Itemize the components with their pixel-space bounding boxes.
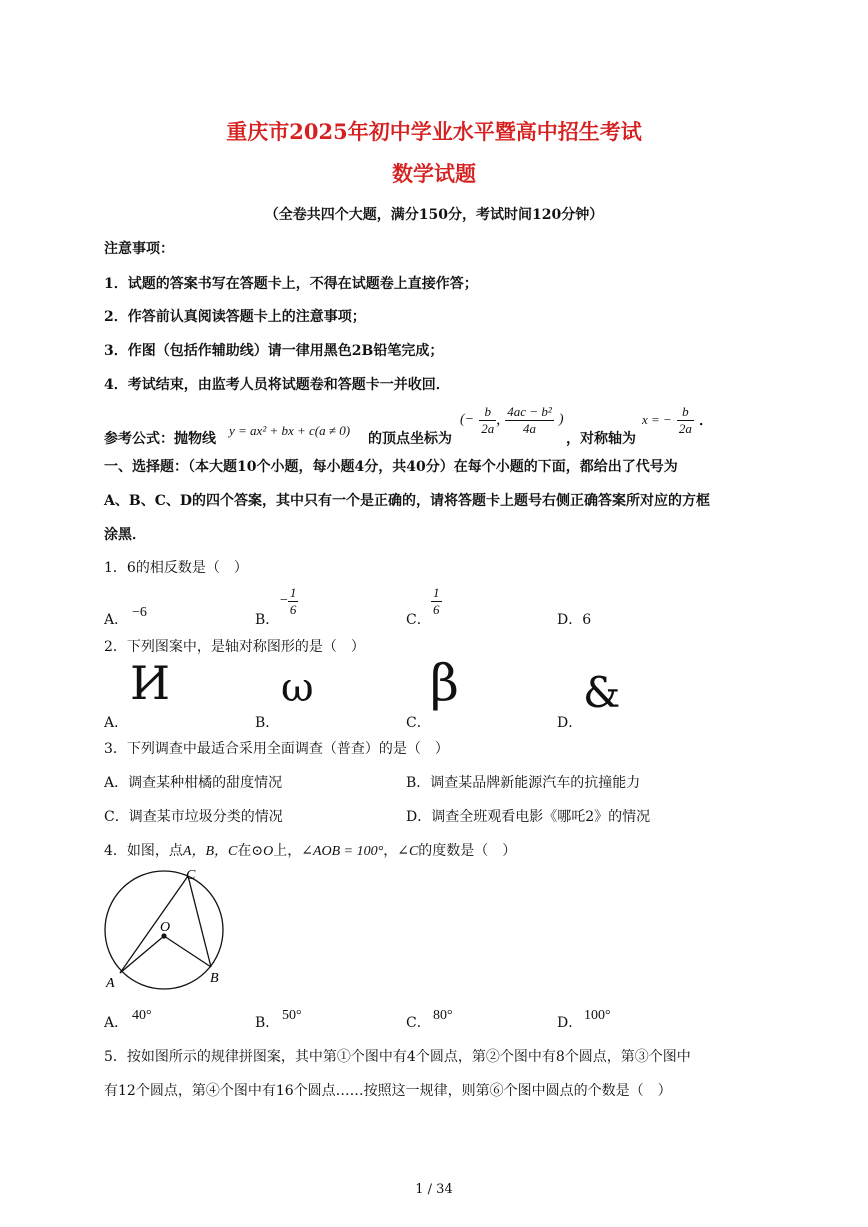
note-item: 1．试题的答案书写在答题卡上，不得在试题卷上直接作答； bbox=[104, 276, 478, 292]
beta-glyph: β bbox=[430, 654, 459, 712]
option-b-value: 50° bbox=[282, 1008, 302, 1023]
label-a: A bbox=[106, 976, 115, 991]
section-heading: 一、选择题：（本大题10个小题，每小题4分，共40分）在每个小题的下面，都给出了代号为 bbox=[104, 459, 678, 475]
section-text: 涂黑． bbox=[104, 527, 146, 543]
option-d: D．调查全班观看电影《哪吒2》的情况 bbox=[406, 809, 651, 825]
exam-title: 重庆市2025年初中学业水平暨高中招生考试 bbox=[226, 119, 642, 144]
parabola-equation: y = ax² + bx + c(a ≠ 0) bbox=[229, 423, 351, 438]
question-1-stem: 1．6的相反数是（ ） bbox=[104, 560, 248, 576]
option-a-label: A． bbox=[104, 612, 129, 628]
fraction: $\frac{b}{2a}$ bbox=[481, 404, 495, 436]
notes-heading: 注意事项： bbox=[104, 241, 174, 257]
option-d-label: D． bbox=[557, 715, 583, 731]
option-b-label: B． bbox=[255, 612, 280, 628]
question-5-line2: 有12个圆点，第④个图中有16个圆点……按照这一规律，则第⑥个图中圆点的个数是（ ） bbox=[104, 1083, 672, 1099]
vertex-formula: (− $\frac{b}{2a}$ , $\frac{\text{4ac − b²}}{4a}$ ) bbox=[460, 404, 564, 436]
exam-info: （全卷共四个大题，满分150分，考试时间120分钟） bbox=[264, 207, 604, 223]
note-item: 2．作答前认真阅读答题卡上的注意事项； bbox=[104, 309, 366, 325]
section-text: A、B、C、D的四个答案，其中只有一个是正确的，请将答题卡上题号右侧正确答案所对应的方框 bbox=[104, 493, 710, 509]
option-d: D．6 bbox=[557, 612, 592, 628]
question-2-stem: 2．下列图案中，是轴对称图形的是（ ） bbox=[104, 639, 365, 655]
vertex-label: 的顶点坐标为 bbox=[368, 431, 452, 447]
option-c-label: C． bbox=[406, 612, 431, 628]
label-o: O bbox=[160, 920, 171, 935]
question-5-line1: 5．按如图所示的规律拼图案，其中第①个图中有4个圆点，第②个图中有8个圆点，第③个图中 bbox=[104, 1049, 691, 1065]
axis-formula: x = − $\frac{b}{2a}$ ． bbox=[642, 404, 714, 436]
note-item: 3．作图（包括作辅助线）请一律用黑色2B铅笔完成； bbox=[104, 343, 444, 359]
option-a-value: −6 bbox=[132, 605, 147, 620]
option-c-value: $\frac{1}{6}$ bbox=[433, 585, 440, 617]
axis-label: ，对称轴为 bbox=[566, 431, 636, 447]
chord-ca bbox=[120, 876, 188, 973]
question-3-stem: 3．下列调查中最适合采用全面调查（普查）的是（ ） bbox=[104, 741, 449, 757]
option-c-value: 80° bbox=[433, 1008, 453, 1023]
question-4-stem: 4．如图，点A，B，C在⊙O上，∠AOB = 100°，∠C的度数是（ ） bbox=[104, 843, 517, 859]
option-a: A．调查某种柑橘的甜度情况 bbox=[104, 775, 283, 791]
label-b: B bbox=[210, 971, 219, 986]
ampersand-glyph: & bbox=[583, 668, 621, 717]
exam-subtitle: 数学试题 bbox=[392, 161, 476, 186]
option-b: B．调查某品牌新能源汽车的抗撞能力 bbox=[406, 775, 641, 791]
option-c-label: C． bbox=[406, 715, 431, 731]
fraction: $\frac{b}{2a}$ bbox=[678, 404, 692, 436]
option-a-label: A． bbox=[104, 715, 129, 731]
option-d-value: 100° bbox=[584, 1008, 611, 1023]
option-a-label: A． bbox=[104, 1015, 129, 1031]
label-c: C bbox=[186, 868, 196, 883]
option-c-label: C． bbox=[406, 1015, 431, 1031]
cyrillic-i-glyph: И bbox=[130, 656, 171, 710]
option-b-label: B． bbox=[255, 1015, 280, 1031]
formula-label: 参考公式：抛物线 bbox=[104, 431, 216, 447]
option-c: C．调查某市垃圾分类的情况 bbox=[104, 809, 283, 825]
omega-glyph: ω bbox=[281, 665, 314, 711]
circle-figure bbox=[100, 866, 240, 996]
option-a-value: 40° bbox=[132, 1008, 152, 1023]
option-b-label: B． bbox=[255, 715, 280, 731]
page-number: 1 / 34 bbox=[415, 1182, 453, 1197]
option-d-label: D． bbox=[557, 1015, 583, 1031]
fraction: $\frac{\text{4ac − b²}}{4a}$ bbox=[507, 404, 552, 436]
note-item: 4．考试结束，由监考人员将试题卷和答题卡一并收回． bbox=[104, 377, 450, 393]
option-b-value: − $\frac{1}{6}$ bbox=[280, 585, 297, 617]
